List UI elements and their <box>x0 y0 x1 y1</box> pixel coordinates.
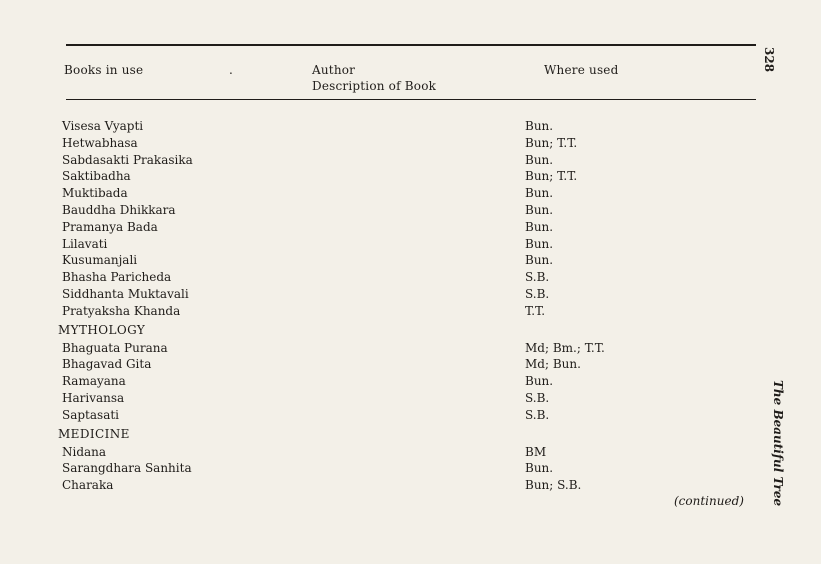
table-row <box>0 269 821 286</box>
table-row <box>0 135 821 152</box>
book-title: Kusumanjali <box>62 253 138 268</box>
page-number: 328 <box>762 47 776 73</box>
book-title: Bhaguata Purana <box>62 340 168 355</box>
book-title: Muktibada <box>62 186 128 201</box>
table-row <box>0 168 821 185</box>
book-title: Bhagavad Gita <box>62 357 152 372</box>
section-row <box>0 322 821 339</box>
book-title: Siddhanta Muktavali <box>62 287 189 301</box>
section-row <box>0 426 821 443</box>
header-books-in-use: Books in use <box>64 63 144 77</box>
table-row <box>0 373 821 390</box>
table-row <box>0 444 821 461</box>
book-title: Charaka <box>62 478 114 493</box>
table-row <box>0 118 821 135</box>
book-title: Nidana <box>62 444 107 459</box>
where-used: S.B. <box>525 407 550 422</box>
table-row <box>0 477 821 494</box>
table-row <box>0 303 821 320</box>
where-used: Bun. <box>525 219 554 234</box>
table-row <box>0 390 821 407</box>
book-title: Pramanya Bada <box>62 219 158 234</box>
where-used: Bun. <box>525 152 554 167</box>
header-dot: . <box>229 63 234 77</box>
where-used: Bun. <box>525 119 554 133</box>
where-used: Bun. <box>525 461 554 476</box>
book-title: Sarangdhara Sanhita <box>62 461 192 476</box>
where-used: Md; Bm.; T.T. <box>525 340 605 355</box>
where-used: BM <box>525 444 547 459</box>
book-title: Lilavati <box>62 236 108 251</box>
book-title: Bauddha Dhikkara <box>62 203 176 217</box>
book-title: Hetwabhasa <box>62 135 138 150</box>
table-row <box>0 219 821 236</box>
where-used: Md; Bun. <box>525 357 581 372</box>
table-row <box>0 202 821 219</box>
section-heading: MYTHOLOGY <box>58 322 146 337</box>
header-author: Author <box>312 63 356 77</box>
book-title: Pratyaksha Khanda <box>62 303 181 318</box>
header-rule <box>66 99 756 100</box>
book-title: Ramayana <box>62 374 126 389</box>
where-used: Bun. <box>525 186 554 201</box>
table-row <box>0 340 821 357</box>
table-row <box>0 152 821 169</box>
top-rule <box>66 44 756 46</box>
book-title: Saptasati <box>62 407 120 422</box>
table-row <box>0 236 821 253</box>
where-used: T.T. <box>525 303 546 318</box>
where-used: Bun; T.T. <box>525 169 578 184</box>
where-used: Bun; S.B. <box>525 478 582 493</box>
where-used: S.B. <box>525 270 550 285</box>
side-title: The Beautiful Tree <box>771 380 785 507</box>
where-used: Bun; T.T. <box>525 135 578 150</box>
book-title: Sabdasakti Prakasika <box>62 152 193 167</box>
book-title: Bhasha Paricheda <box>62 270 172 285</box>
where-used: Bun. <box>525 236 554 251</box>
section-heading: MEDICINE <box>58 426 130 441</box>
book-title: Visesa Vyapti <box>62 119 144 133</box>
where-used: Bun. <box>525 374 554 389</box>
table-row <box>0 407 821 424</box>
continued-note: (continued) <box>674 494 744 508</box>
where-used: S.B. <box>525 287 550 301</box>
table-row <box>0 286 821 303</box>
header-where-used: Where used <box>544 63 619 77</box>
table-row <box>0 460 821 477</box>
book-title: Saktibadha <box>62 169 131 184</box>
table-row <box>0 252 821 269</box>
header-description: Description of Book <box>312 79 437 93</box>
table-row <box>0 356 821 373</box>
where-used: S.B. <box>525 391 550 405</box>
where-used: Bun. <box>525 203 554 217</box>
where-used: Bun. <box>525 253 554 268</box>
table-row <box>0 185 821 202</box>
book-title: Harivansa <box>62 391 125 405</box>
